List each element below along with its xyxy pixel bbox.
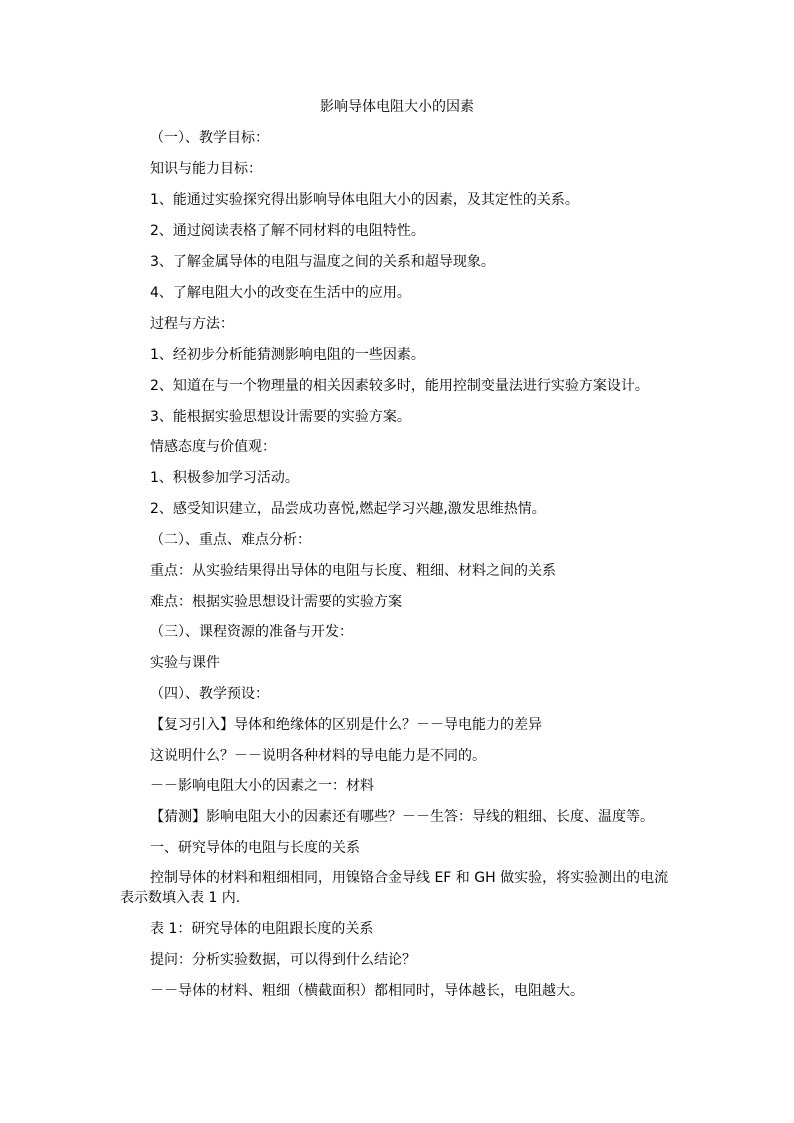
text-line: 【复习引入】导体和绝缘体的区别是什么？－－导电能力的差异 (150, 717, 542, 733)
list-item: 1、能通过实验探究得出影响导体电阻大小的因素，及其定性的关系。 (150, 192, 579, 208)
table-caption: 表 1：研究导体的电阻跟长度的关系 (150, 921, 374, 937)
list-item: 3、了解金属导体的电阻与温度之间的关系和超导现象。 (150, 254, 495, 270)
list-item: 2、通过阅读表格了解不同材料的电阻特性。 (150, 223, 425, 239)
section-heading: （二）、重点、难点分析： (150, 532, 311, 548)
section-heading: 一、研究导体的电阻与长度的关系 (150, 840, 360, 856)
subheading: 知识与能力目标： (150, 161, 262, 177)
list-item: 1、积极参加学习活动。 (150, 470, 299, 486)
list-item: 2、知道在与一个物理量的相关因素较多时，能用控制变量法进行实验方案设计。 (150, 378, 649, 394)
list-item: 1、经初步分析能猜测影响电阻的一些因素。 (150, 347, 425, 363)
section-heading: （三）、课程资源的准备与开发： (150, 624, 353, 640)
document-title: 影响导体电阻大小的因素 (320, 99, 474, 115)
text-line: 这说明什么？－－说明各种材料的导电能力是不同的。 (150, 748, 486, 764)
text-line: －－导体的材料、粗细（横截面积）都相同时，导体越长，电阻越大。 (150, 983, 584, 999)
section-heading: （一）、教学目标： (150, 130, 269, 146)
text-line: 【猜测】影响电阻大小的因素还有哪些？－－生答：导线的粗细、长度、温度等。 (150, 809, 654, 825)
text-line: 实验与课件 (150, 655, 220, 671)
subheading: 过程与方法： (150, 316, 234, 332)
list-item: 4、了解电阻大小的改变在生活中的应用。 (150, 285, 411, 301)
list-item: 2、感受知识建立，品尝成功喜悦,燃起学习兴趣,激发思维热情。 (150, 501, 546, 517)
text-line: 难点：根据实验思想设计需要的实验方案 (150, 594, 402, 610)
text-line: －－影响电阻大小的因素之一：材料 (150, 778, 374, 794)
text-line: 重点：从实验结果得出导体的电阻与长度、粗细、材料之间的关系 (150, 563, 556, 579)
body-paragraph: 控制导体的材料和粗细相同，用镍铬合金导线 EF 和 GH 做实验，将实验测出的电流表示数填入表 1 内. (120, 870, 669, 906)
list-item: 3、能根据实验思想设计需要的实验方案。 (150, 409, 411, 425)
section-heading: （四）、教学预设： (150, 686, 269, 702)
subheading: 情感态度与价值观： (150, 439, 276, 455)
text-line: 提问：分析实验数据，可以得到什么结论？ (150, 952, 416, 968)
